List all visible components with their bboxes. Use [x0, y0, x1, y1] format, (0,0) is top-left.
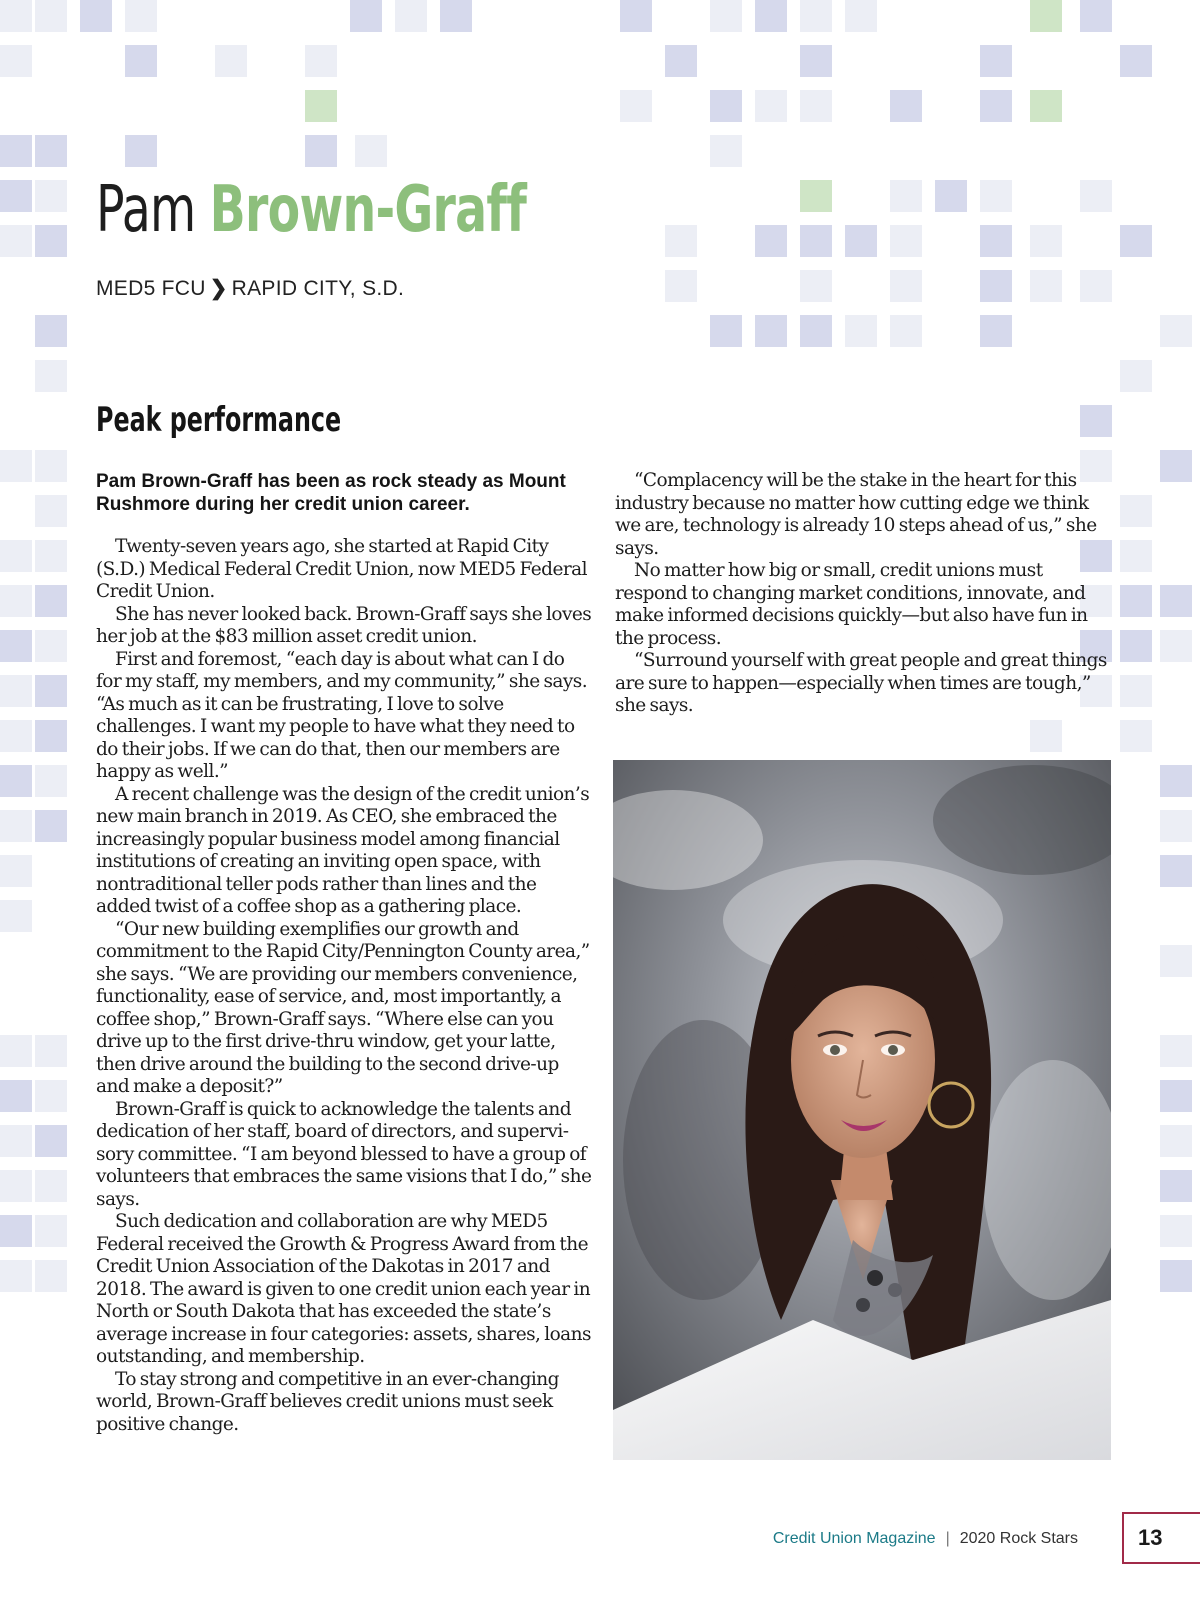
- decorative-tile: [665, 225, 697, 257]
- decorative-tile: [0, 855, 32, 887]
- last-name: Brown-Graff: [209, 173, 527, 247]
- decorative-tile: [1120, 225, 1152, 257]
- decorative-tile: [0, 1170, 32, 1202]
- decorative-tile: [0, 1260, 32, 1292]
- decorative-tile: [350, 0, 382, 32]
- decorative-tile: [845, 315, 877, 347]
- decorative-tile: [0, 45, 32, 77]
- decorative-tile: [800, 225, 832, 257]
- decorative-tile: [980, 315, 1012, 347]
- decorative-tile: [35, 1080, 67, 1112]
- decorative-tile: [755, 90, 787, 122]
- decorative-tile: [125, 0, 157, 32]
- decorative-tile: [1160, 855, 1192, 887]
- profile-name: [96, 173, 527, 247]
- decorative-tile: [1160, 630, 1192, 662]
- article-paragraph: No matter how big or small, credit unions must respond to changing market conditions, innovate, and make informed decisions quickly—but also have fun in the process.: [615, 560, 1088, 649]
- decorative-tile: [1120, 720, 1152, 752]
- decorative-tile: [1120, 495, 1152, 527]
- decorative-tile: [665, 45, 697, 77]
- decorative-tile: [980, 180, 1012, 212]
- decorative-tile: [1160, 1125, 1192, 1157]
- decorative-tile: [1030, 720, 1062, 752]
- article-paragraph: A recent challenge was the design of the credit union’s new main branch in 2019. As CEO, she embraced the increasingly popular business model among financial institutions of creating an inviting open space, with nontraditional teller pods rather than lines and the added twist of a coffee shop as a gathering place.: [96, 783, 590, 917]
- decorative-tile: [1120, 630, 1152, 662]
- decorative-tile: [35, 630, 67, 662]
- article-paragraph: She has never looked back. Brown-Graff says she loves her job at the $83 million asset credit union.: [96, 603, 592, 647]
- decorative-tile: [440, 0, 472, 32]
- decorative-tile: [1160, 585, 1192, 617]
- decorative-tile: [1160, 1035, 1192, 1067]
- decorative-tile: [710, 90, 742, 122]
- decorative-tile: [35, 810, 67, 842]
- decorative-tile: [0, 810, 32, 842]
- decorative-tile: [0, 1215, 32, 1247]
- decorative-tile: [980, 90, 1012, 122]
- decorative-tile: [125, 135, 157, 167]
- page-footer: [773, 1530, 1078, 1548]
- decorative-tile: [0, 450, 32, 482]
- decorative-tile: [755, 0, 787, 32]
- decorative-tile: [1160, 1170, 1192, 1202]
- decorative-tile: [890, 90, 922, 122]
- decorative-tile: [1080, 0, 1112, 32]
- decorative-tile: [1120, 585, 1152, 617]
- article-paragraph: “Surround yourself with great people and great things are sure to happen—especially when times are tough,” she says.: [615, 650, 1107, 716]
- decorative-tile: [395, 0, 427, 32]
- decorative-tile: [890, 270, 922, 302]
- decorative-tile: [125, 45, 157, 77]
- decorative-tile: [1030, 0, 1062, 32]
- decorative-tile: [35, 540, 67, 572]
- decorative-tile: [1030, 225, 1062, 257]
- section-heading: Peak performance: [96, 400, 342, 440]
- decorative-tile: [620, 0, 652, 32]
- location: RAPID CITY, S.D.: [231, 277, 405, 300]
- decorative-tile: [1120, 675, 1152, 707]
- decorative-tile: [1120, 360, 1152, 392]
- decorative-tile: [1160, 765, 1192, 797]
- decorative-tile: [890, 180, 922, 212]
- issue-title: 2020 Rock Stars: [959, 1530, 1078, 1547]
- decorative-tile: [0, 720, 32, 752]
- decorative-tile: [0, 225, 32, 257]
- decorative-tile: [0, 675, 32, 707]
- decorative-tile: [1030, 270, 1062, 302]
- byline: [96, 276, 404, 301]
- decorative-tile: [1160, 1080, 1192, 1112]
- decorative-tile: [355, 135, 387, 167]
- decorative-tile: [1030, 90, 1062, 122]
- article-paragraph: To stay strong and competitive in an ever-changing world, Brown-Graff believes credit unions must seek positive change.: [96, 1368, 559, 1435]
- decorative-tile: [35, 225, 67, 257]
- decorative-tile: [305, 135, 337, 167]
- decorative-tile: [35, 720, 67, 752]
- decorative-tile: [1160, 1215, 1192, 1247]
- decorative-tile: [0, 630, 32, 662]
- decorative-tile: [215, 45, 247, 77]
- decorative-tile: [800, 0, 832, 32]
- decorative-tile: [980, 225, 1012, 257]
- decorative-tile: [35, 1125, 67, 1157]
- article-column-right: [615, 470, 1111, 718]
- decorative-tile: [1160, 315, 1192, 347]
- decorative-tile: [1080, 180, 1112, 212]
- decorative-tile: [0, 0, 32, 32]
- decorative-tile: [755, 315, 787, 347]
- first-name: Pam: [96, 173, 196, 247]
- decorative-tile: [0, 1080, 32, 1112]
- decorative-tile: [0, 1125, 32, 1157]
- decorative-tile: [935, 180, 967, 212]
- page-number: 13: [1122, 1512, 1200, 1564]
- decorative-tile: [0, 180, 32, 212]
- decorative-tile: [800, 315, 832, 347]
- decorative-tile: [35, 180, 67, 212]
- article-lede: Pam Brown-Graff has been as rock steady as Mount Rushmore during her credit union career.: [96, 471, 566, 515]
- decorative-tile: [35, 1035, 67, 1067]
- article-column-left: [96, 470, 592, 1436]
- decorative-tile: [800, 180, 832, 212]
- decorative-tile: [0, 135, 32, 167]
- decorative-tile: [800, 90, 832, 122]
- decorative-tile: [1080, 405, 1112, 437]
- decorative-tile: [35, 360, 67, 392]
- article-paragraph: Brown-Graff is quick to acknowledge the talents and dedication of her staff, board of directors, and supervisory committee. “I am beyond blessed to have a group of volunteers that embraces the same visions that I do,” she says.: [96, 1098, 592, 1210]
- decorative-tile: [710, 135, 742, 167]
- decorative-tile: [35, 1260, 67, 1292]
- decorative-tile: [890, 315, 922, 347]
- decorative-tile: [620, 90, 652, 122]
- portrait-photo: [613, 760, 1111, 1460]
- decorative-tile: [35, 0, 67, 32]
- decorative-tile: [0, 540, 32, 572]
- decorative-tile: [305, 45, 337, 77]
- decorative-tile: [35, 1215, 67, 1247]
- decorative-tile: [980, 270, 1012, 302]
- decorative-tile: [665, 270, 697, 302]
- decorative-tile: [35, 495, 67, 527]
- decorative-tile: [0, 900, 32, 932]
- decorative-tile: [710, 315, 742, 347]
- article-paragraph: “Complacency will be the stake in the heart for this industry because no matter how cutting edge we think we are, technology is already 10 steps ahead of us,” she says.: [615, 470, 1097, 559]
- decorative-tile: [1160, 810, 1192, 842]
- decorative-tile: [800, 45, 832, 77]
- decorative-tile: [1160, 945, 1192, 977]
- decorative-tile: [35, 450, 67, 482]
- decorative-tile: [1120, 540, 1152, 572]
- decorative-tile: [0, 1035, 32, 1067]
- decorative-tile: [35, 135, 67, 167]
- decorative-tile: [845, 0, 877, 32]
- decorative-tile: [35, 315, 67, 347]
- article-paragraph: Twenty-seven years ago, she started at Rapid City (S.D.) Medical Federal Credit Union, now MED5 Federal Credit Union.: [96, 536, 587, 602]
- decorative-tile: [1080, 270, 1112, 302]
- decorative-tile: [1160, 1260, 1192, 1292]
- decorative-tile: [980, 45, 1012, 77]
- credit-union-name: MED5 FCU: [96, 277, 206, 300]
- decorative-tile: [890, 225, 922, 257]
- decorative-tile: [80, 0, 112, 32]
- decorative-tile: [845, 225, 877, 257]
- decorative-tile: [1160, 450, 1192, 482]
- article-paragraph: First and foremost, “each day is about what can I do for my staff, my members, and my community,” she says. “As much as it can be frustrating, I love to solve challenges. I want my people to have what they need to do their jobs. If we can do that, then our members are happy as well.”: [96, 648, 588, 782]
- decorative-tile: [35, 765, 67, 797]
- magazine-name: Credit Union Magazine: [772, 1530, 936, 1547]
- decorative-tile: [800, 270, 832, 302]
- footer-divider: |: [945, 1530, 950, 1547]
- decorative-tile: [35, 1170, 67, 1202]
- article-paragraph: Such dedication and collaboration are why MED5 Federal received the Growth & Progress Award from the Credit Union Association of the Dakotas in 2017 and 2018. The award is given to one credit union each year in North or South Dakota that has exceeded the state’s average increase in four categories: assets, shares, loans outstanding, and membership.: [96, 1211, 591, 1367]
- decorative-tile: [0, 585, 32, 617]
- decorative-tile: [305, 90, 337, 122]
- decorative-tile: [710, 0, 742, 32]
- decorative-tile: [0, 765, 32, 797]
- chevron-right-icon: ❯: [209, 277, 228, 300]
- decorative-tile: [35, 585, 67, 617]
- decorative-tile: [1120, 45, 1152, 77]
- article-paragraph: “Our new building exemplifies our growth and commitment to the Rapid City/Pennington County area,” she says. “We are providing our members convenience, functionality, ease of service, and, most importantly, a coffee shop,” Brown-Graff says. “Where else can you drive up to the first drive-thru window, get your latte, then drive around the building to the second drive-up and make a deposit?”: [96, 918, 590, 1097]
- decorative-tile: [35, 675, 67, 707]
- decorative-tile: [755, 225, 787, 257]
